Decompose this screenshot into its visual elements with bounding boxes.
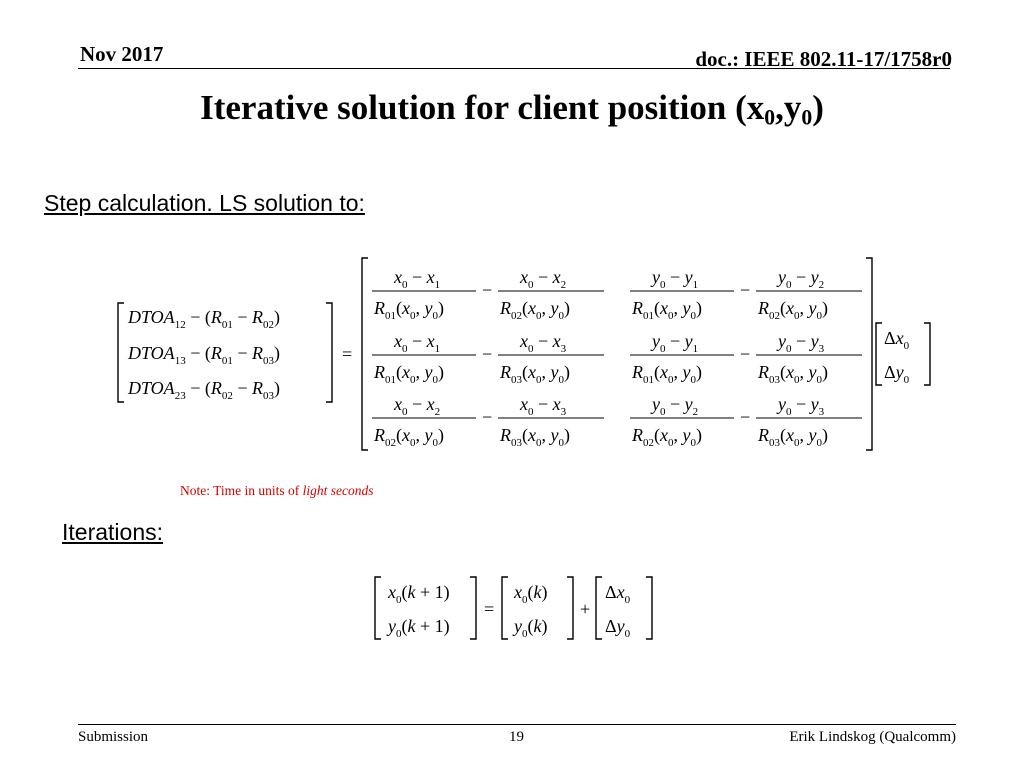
svg-text:y0(k + 1): $y_0(k + 1)$ <box>388 616 450 640</box>
svg-text:y0 − y1: $y_0 - y_1$ <box>652 267 699 291</box>
svg-text:=: = <box>484 599 495 619</box>
svg-text:−: − <box>482 280 493 300</box>
footer-page-number: 19 <box>509 729 524 745</box>
ls-equation <box>118 258 930 450</box>
svg-text:Δx0: $\Delta x_0$ <box>884 328 910 352</box>
jacobian-matrix <box>372 267 862 449</box>
lhs-vector <box>127 307 280 402</box>
svg-text:−: − <box>740 344 751 364</box>
jacobian-row-1 <box>372 267 862 322</box>
svg-text:y0 − y3: $y_0 - y_3$ <box>778 331 825 355</box>
svg-text:R03(x0, y0): $R_{03}(x_0$, $y_0$) <box>758 425 828 449</box>
svg-text:R02(x0, y0): $R_{02}(x_0$, $y_0$) <box>374 425 444 449</box>
svg-text:−: − <box>740 280 751 300</box>
svg-text:y0(k): $y_0(k)$ <box>514 616 548 640</box>
jacobian-row-2 <box>372 331 862 386</box>
svg-text:R01(x0, y0): $R_{01}(x_0$, $y_0$) <box>374 298 444 322</box>
svg-text:R02(x0, y0): $R_{02}(x_0$, $y_0$) <box>632 425 702 449</box>
footer-rule <box>78 724 956 725</box>
svg-text:DTOA23 − (R02 − R03): $DTOA_{23} - (R_{02} - R_{03})$ <box>128 378 280 402</box>
header-doc-id: doc.: IEEE 802.11-17/1758r0 <box>695 47 952 71</box>
svg-text:−: − <box>740 407 751 427</box>
svg-text:Δx0: $\Delta x_0$ <box>605 582 631 606</box>
footer-submission: Submission <box>78 729 149 745</box>
slide-title: Iterative solution for client position $(x_0,y_0)$ <box>200 88 824 130</box>
unknown-vector <box>884 328 910 386</box>
svg-text:R01(x0, y0): $R_{01}(x_0$, $y_0$) <box>632 362 702 386</box>
svg-text:Δy0: $\Delta y_0$ <box>605 616 631 640</box>
svg-text:y0 − y2: $y_0 - y_2$ <box>778 267 825 291</box>
iteration-equation <box>375 577 652 640</box>
svg-text:DTOA12 − (R01 − R02): $DTOA_{12} - (R_{01} - R_{02})$ <box>128 307 280 331</box>
svg-text:R02(x0, y0): $R_{02}(x_0$, $y_0$) <box>500 298 570 322</box>
svg-text:x0 − x3: $x_0 - x_3$ <box>520 394 567 418</box>
equals-sign: = <box>342 344 353 364</box>
svg-text:y0 − y2: $y_0 - y_2$ <box>652 394 699 418</box>
svg-text:R02(x0, y0): $R_{02}(x_0$, $y_0$) <box>758 298 828 322</box>
svg-text:x0 − x1: $x_0 - x_1$ <box>394 331 441 355</box>
svg-text:y0 − y1: $y_0 - y_1$ <box>652 331 699 355</box>
header-date: Nov 2017 <box>80 42 164 66</box>
svg-text:+: + <box>580 599 591 619</box>
svg-text:x0 − x1: $x_0 - x_1$ <box>394 267 441 291</box>
svg-text:−: − <box>482 344 493 364</box>
svg-text:R01(x0, y0): $R_{01}(x_0$, $y_0$) <box>632 298 702 322</box>
svg-text:x0 − x2: $x_0 - x_2$ <box>520 267 567 291</box>
svg-text:x0 − x3: $x_0 - x_3$ <box>520 331 567 355</box>
svg-text:x0(k): $x_0(k)$ <box>514 582 548 606</box>
svg-text:y0 − y3: $y_0 - y_3$ <box>778 394 825 418</box>
svg-text:−: − <box>482 407 493 427</box>
jacobian-row-3 <box>372 394 862 449</box>
svg-text:R03(x0, y0): $R_{03}(x_0$, $y_0$) <box>500 425 570 449</box>
units-note: Note: Time in units of light seconds <box>180 483 374 498</box>
svg-text:Δy0: $\Delta y_0$ <box>884 362 910 386</box>
svg-text:R03(x0, y0): $R_{03}(x_0$, $y_0$) <box>500 362 570 386</box>
svg-text:DTOA13 − (R01 − R03): $DTOA_{13} - (R_{01} - R_{03})$ <box>128 343 280 367</box>
svg-text:x0 − x2: $x_0 - x_2$ <box>394 394 441 418</box>
svg-text:R03(x0, y0): $R_{03}(x_0$, $y_0$) <box>758 362 828 386</box>
footer-author: Erik Lindskog (Qualcomm) <box>789 729 956 745</box>
step-calculation-label: Step calculation. LS solution to: <box>44 190 365 216</box>
svg-text:x0(k + 1): $x_0(k + 1)$ <box>388 582 450 606</box>
svg-text:R01(x0, y0): $R_{01}(x_0$, $y_0$) <box>374 362 444 386</box>
iterations-label: Iterations: <box>62 519 163 545</box>
